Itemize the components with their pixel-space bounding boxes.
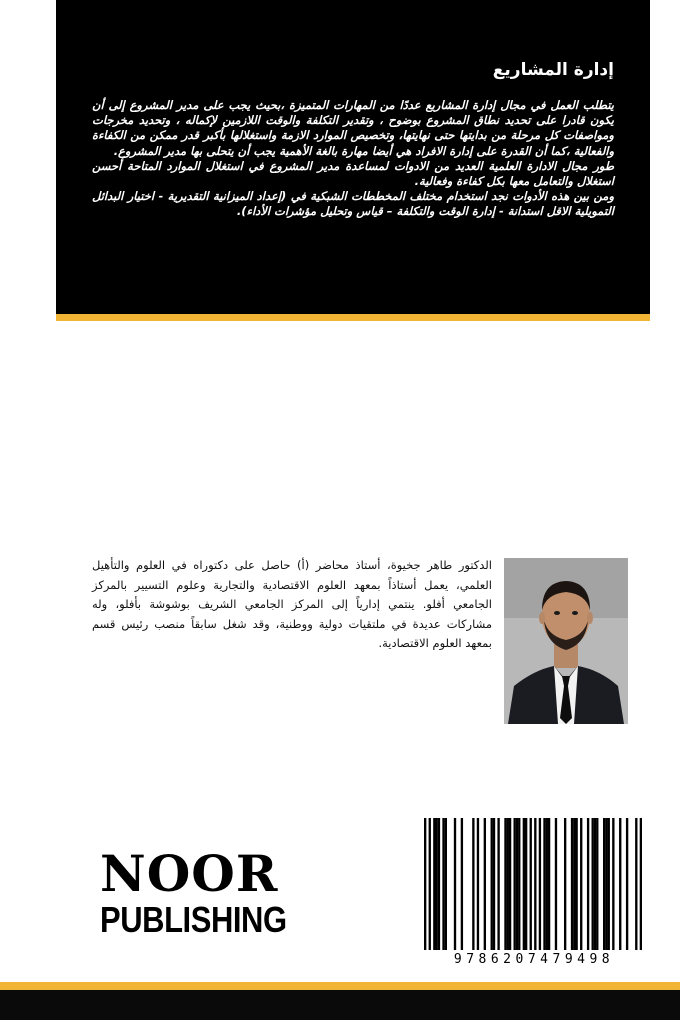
barcode-icon	[424, 818, 642, 950]
barcode-bar	[445, 818, 447, 950]
barcode-bar	[546, 818, 548, 950]
barcode-bar	[603, 818, 605, 950]
barcode-bar	[555, 818, 557, 950]
barcode-bar	[619, 818, 621, 950]
barcode-bar	[571, 818, 573, 950]
barcode-bar	[435, 818, 437, 950]
barcode-bar	[497, 818, 499, 950]
back-cover-blurb-panel	[56, 0, 650, 314]
barcode-bar	[454, 818, 456, 950]
barcode-bar	[504, 818, 506, 950]
blurb-paragraph-1: يتطلب العمل في مجال إدارة المشاريع عددًا من المهارات المتميزة ،بحيث يجب على مدير المشروع إلى أن يكون قادرا على تحديد نطاق المشروع بوضوح ، وتقدير التكلفة والوقت اللازمين لإكماله ، وتحديد مخرجات ومواصفات كل مرحلة من بدايتها حتى نهايتها، وتخصيص الموارد الازمة واستغلالها بأكبر قدر ممكن من الكفاءة والفعالية ،كما أن القدرة على إدارة الافراد هي أيضا مهارة بالغة الأهمية يجب أن يتحلى بها مدير المشروع.	[92, 98, 614, 158]
barcode-bar	[477, 818, 479, 950]
barcode-bar	[509, 818, 511, 950]
publisher-name-line1: NOOR	[100, 844, 279, 903]
barcode-bar	[461, 818, 463, 950]
barcode-bar	[596, 818, 598, 950]
barcode-bar	[484, 818, 486, 950]
barcode-bar	[548, 818, 550, 950]
barcode-bar	[626, 818, 628, 950]
barcode-bar	[472, 818, 474, 950]
barcode-bar	[438, 818, 440, 950]
barcode-bar	[594, 818, 596, 950]
barcode-bar	[516, 818, 518, 950]
barcode-bar	[543, 818, 545, 950]
barcode-bar	[442, 818, 444, 950]
blurb-text	[92, 98, 614, 220]
barcode-bar	[573, 818, 575, 950]
barcode-bar	[534, 818, 536, 950]
barcode-bar	[433, 818, 435, 950]
barcode-bar	[539, 818, 541, 950]
author-section	[92, 556, 632, 726]
barcode-bar	[507, 818, 509, 950]
barcode-bar	[640, 818, 642, 950]
barcode-bar	[612, 818, 614, 950]
author-portrait-icon	[504, 558, 628, 724]
author-photo	[504, 558, 628, 724]
barcode-bar	[608, 818, 610, 950]
accent-stripe-top	[56, 314, 650, 321]
barcode-bar	[605, 818, 607, 950]
bottom-band	[0, 990, 680, 1020]
isbn-number: 9786207479498	[453, 952, 615, 967]
blurb-paragraph-3: ومن بين هذه الأدوات نجد استخدام مختلف المخططات الشبكية في (إعداد الميزانية التقديرية - اختيار البدائل التمويلية الاقل استدانة - إدارة الوقت والتكلفة – قياس وتحليل مؤشرات الأداء).	[92, 189, 614, 219]
barcode-bar	[491, 818, 493, 950]
blurb-paragraph-2: طور مجال الادارة العلمية العديد من الادوات لمساعدة مدير المشروع في استغلال الموارد المتاحة أحسن استغلال والتعامل معها بكل كفاءة وفعالية.	[92, 158, 614, 189]
barcode-bar	[575, 818, 577, 950]
book-title: إدارة المشاريع	[492, 60, 614, 80]
publisher-logo	[100, 844, 320, 940]
barcode-bar	[424, 818, 426, 950]
accent-stripe-bottom	[0, 982, 680, 990]
barcode-bar	[429, 818, 431, 950]
barcode-bar	[564, 818, 566, 950]
publisher-name-line2: PUBLISHING	[100, 899, 287, 940]
barcode-bar	[587, 818, 589, 950]
barcode-bar	[530, 818, 532, 950]
barcode-bar	[592, 818, 594, 950]
barcode-bar	[523, 818, 525, 950]
barcode-bar	[525, 818, 527, 950]
barcode-bar	[493, 818, 495, 950]
isbn-barcode	[418, 810, 650, 975]
barcode-bar	[580, 818, 582, 950]
barcode-bar	[518, 818, 520, 950]
barcode-bar	[635, 818, 637, 950]
barcode-bar	[513, 818, 515, 950]
author-bio: الدكتور طاهر جخيوة، أستاذ محاضر (أ) حاصل على دكتوراه في العلوم والتأهيل العلمي، يعمل أستاذاً بمعهد العلوم الاقتصادية والتجارية وعلوم التسيير بالمركز الجامعي أفلو. ينتمي إدارياً إلى المركز الجامعي الشريف بوشوشة بأفلو، وله مشاركات عديدة في ملتقيات دولية ووطنية، وقد شغل سابقاً منصب رئيس قسم بمعهد العلوم الاقتصادية.	[92, 558, 492, 650]
